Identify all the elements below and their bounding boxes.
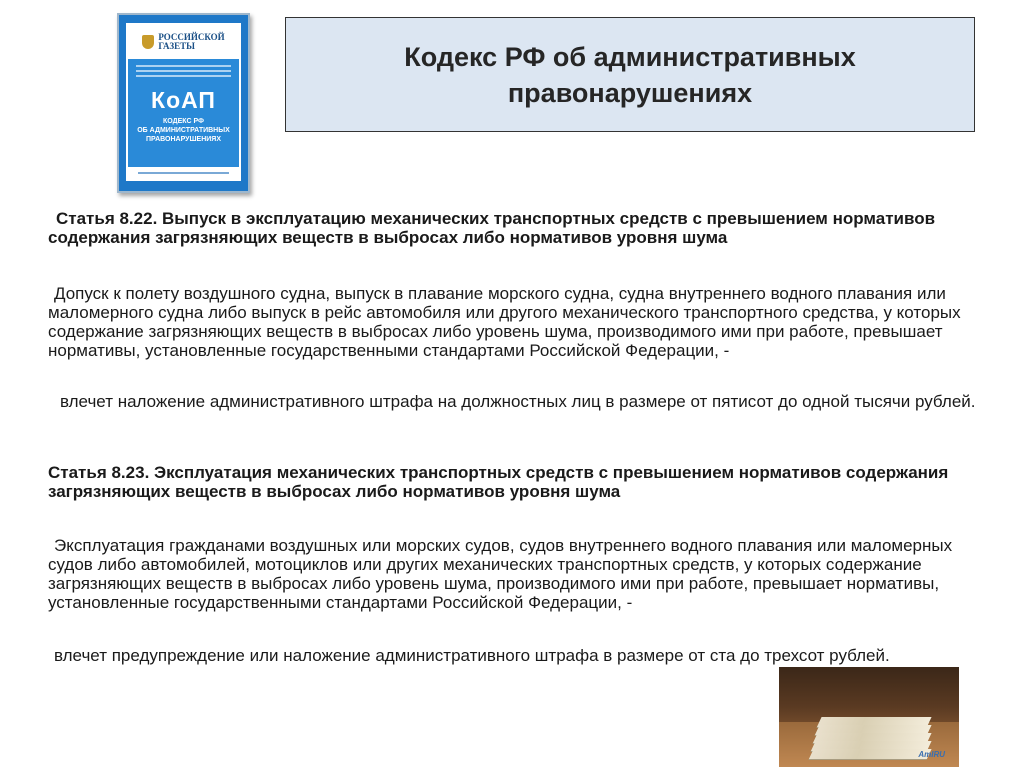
book-decor-lines bbox=[136, 65, 231, 80]
book-newspaper-header bbox=[128, 25, 239, 59]
article-8-22-penalty: влечет наложение административного штрафа на должностных лиц в размере от пятисот до одной тысячи рублей. bbox=[60, 392, 976, 411]
eagle-emblem-icon bbox=[142, 35, 154, 49]
article-8-22-body: Допуск к полету воздушного судна, выпуск в плавание морского судна, судна внутреннего водного плавания или маломерного судна либо выпуск в рейс автомобиля или другого механического транспортного средства, у которых содержание загрязняющих веществ в выбросах либо уровень шума, производимого ими при работе, превышает нормативы, установленные государственными стандартами Российской Федерации, - bbox=[48, 284, 961, 360]
page-title: Кодекс РФ об административных правонарушениях bbox=[404, 41, 856, 108]
money-stack-photo bbox=[779, 667, 959, 767]
book-newspaper-title bbox=[158, 33, 224, 51]
book-cover-inner bbox=[126, 23, 241, 181]
book-subtitle-line3: ПРАВОНАРУШЕНИЯХ bbox=[146, 136, 221, 143]
book-newspaper-line1: РОССИЙСКОЙ bbox=[158, 32, 225, 42]
book-bottom-strip bbox=[128, 167, 239, 179]
photo-watermark: AmIRU bbox=[918, 750, 945, 759]
banknote bbox=[808, 749, 931, 760]
title-box bbox=[285, 17, 975, 132]
book-subtitle-line2: ОБ АДМИНИСТРАТИВНЫХ bbox=[137, 127, 230, 134]
article-8-23-heading: Статья 8.23. Эксплуатация механических транспортных средств с превышением нормативов содержания загрязняющих веществ в выбросах либо нормативов уровня шума bbox=[48, 463, 949, 501]
book-newspaper-line2: ГАЗЕТЫ bbox=[158, 41, 195, 51]
book-subtitle-line1: КОДЕКС РФ bbox=[162, 118, 204, 125]
article-8-23-body: Эксплуатация гражданами воздушных или морских судов, судов внутреннего водного плавания или маломерных судов либо автомобилей, мотоциклов или других механических транспортных средств, у которых содержание загрязняющих веществ в выбросах либо уровень шума, производимого ими при работе, превышает нормативы, установленные государственными стандартами Российской Федерации, - bbox=[48, 536, 953, 612]
book-brand: КоАП bbox=[151, 87, 216, 113]
article-8-23-penalty: влечет предупреждение или наложение административного штрафа в размере от ста до трехсот рублей. bbox=[54, 646, 890, 665]
article-8-22-heading: Статья 8.22. Выпуск в эксплуатацию механических транспортных средств с превышением нормативов содержания загрязняющих веществ в выбросах либо нормативов уровня шума bbox=[48, 209, 936, 247]
koap-book-cover bbox=[117, 13, 250, 193]
book-subtitle bbox=[130, 117, 237, 144]
